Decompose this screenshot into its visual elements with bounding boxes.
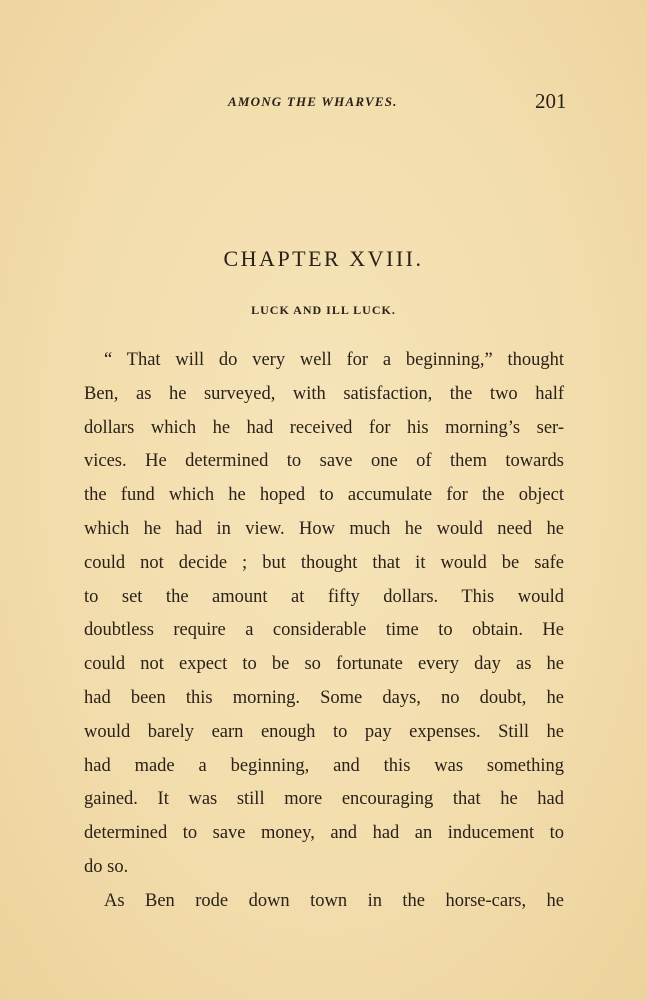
text-line: had been this morning. Some days, no doubt, he (84, 687, 564, 708)
text-line: to set the amount at fifty dollars. This would (84, 586, 564, 607)
running-title: AMONG THE WHARVES. (228, 94, 398, 109)
text-line: As Ben rode down town in the horse-cars, he (104, 890, 564, 911)
text-line: “ That will do very well for a beginning,” thought (104, 350, 564, 370)
running-head (0, 89, 647, 116)
text-line: could not decide ; but thought that it would be safe (84, 552, 564, 573)
text-line: doubtless require a considerable time to obtain. He (84, 620, 564, 641)
text-line: could not expect to be so fortunate every day as he (84, 654, 564, 675)
text-line: would barely earn enough to pay expenses. Still he (84, 721, 564, 742)
text-line: vices. He determined to save one of them towards (84, 451, 564, 472)
text-line: the fund which he hoped to accumulate for the object (84, 485, 564, 506)
text-line: dollars which he had received for his morning’s ser- (84, 417, 564, 438)
body-text (84, 344, 564, 919)
text-line: determined to save money, and had an inducement to (84, 823, 564, 844)
text-line: do so. (84, 856, 129, 877)
text-line: which he had in view. How much he would need he (84, 518, 564, 539)
text-line: gained. It was still more encouraging that he had (84, 789, 564, 810)
text-line: Ben, as he surveyed, with satisfaction, the two half (84, 383, 564, 404)
page-number: 201 (535, 89, 567, 113)
chapter-title: CHAPTER XVIII. (223, 246, 424, 271)
chapter-subtitle: LUCK AND ILL LUCK. (251, 303, 396, 317)
text-line: had made a beginning, and this was something (84, 755, 564, 776)
